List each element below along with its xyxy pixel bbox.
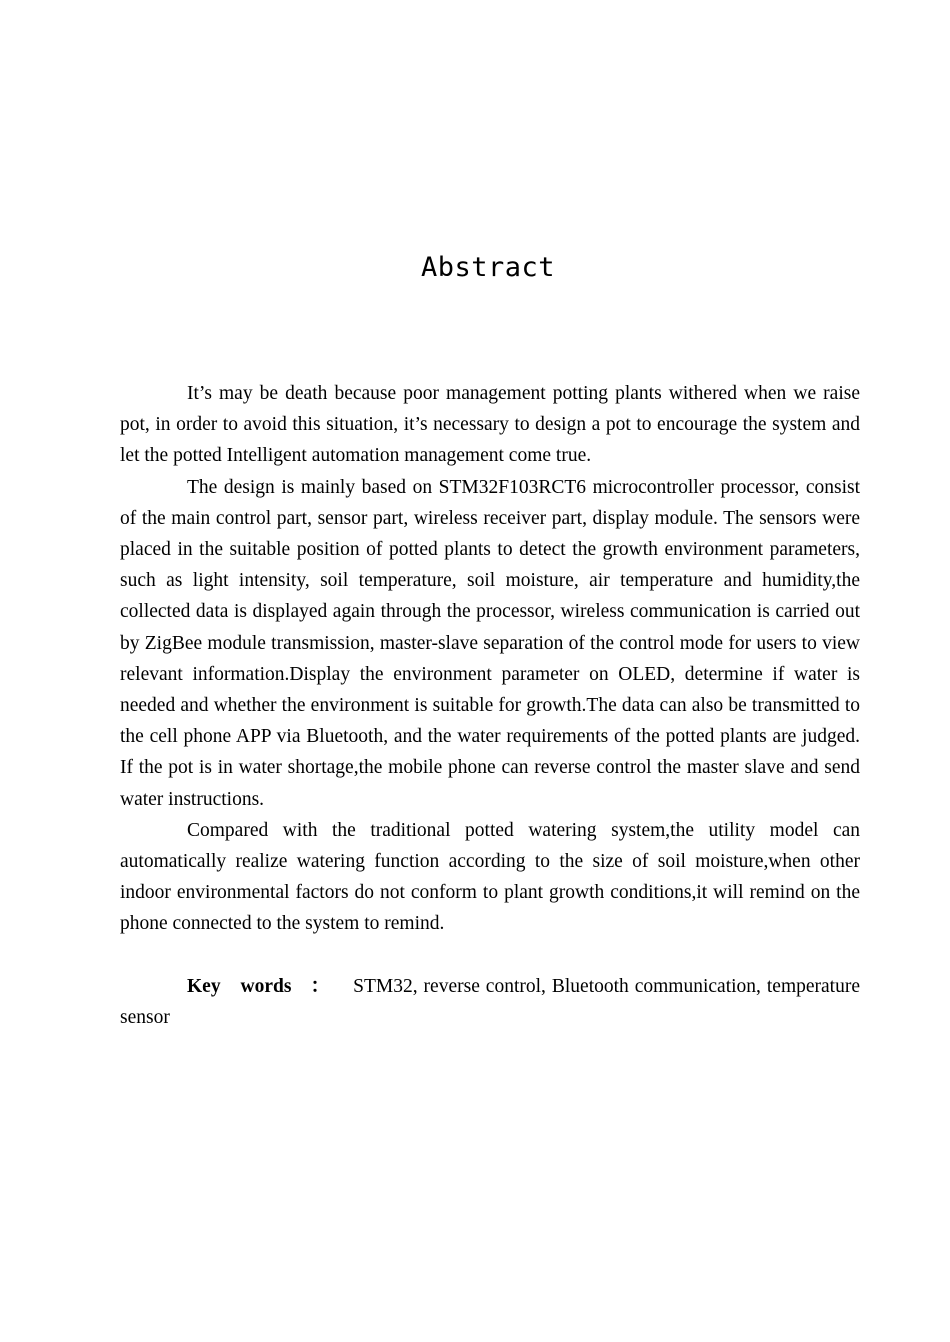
keywords-value: STM32, reverse control, Bluetooth communication, temperature sensor — [120, 975, 860, 1029]
abstract-paragraph-1: It’s may be death because poor management potting plants withered when we raise pot, in order to avoid this situation, it’s necessary to design a pot to encourage the system and let the potted Intelligent automation management come true. — [120, 383, 860, 467]
keywords-label: Key words — [187, 975, 292, 997]
keywords-separator: ： — [309, 975, 332, 997]
abstract-paragraph-2: The design is mainly based on STM32F103RCT6 microcontroller processor, consist of the main control part, sensor part, wireless receiver part, display module. The sensors were placed in the suitable position of potted plants to detect the growth environment parameters, such as light intensity, soil temperature, soil moisture, air temperature and humidity,the collected data is displayed again through the processor, wireless communication is carried out by ZigBee module transmission, master-slave separation of the control mode for users to view relevant information.Display the environment parameter on OLED, determine if water is needed and whether the environment is suitable for growth.The data can also be transmitted to the cell phone APP via Bluetooth, and the water requirements of the potted plants are judged. If the pot is in water shortage,the mobile phone can reverse control the master slave and send water instructions. — [120, 476, 860, 810]
abstract-title: Abstract — [420, 252, 556, 283]
abstract-paragraph-3: Compared with the traditional potted watering system,the utility model can automatically realize watering function according to the size of soil moisture,when other indoor environmental factors do not conform to plant growth conditions,it will remind on the phone connected to the system to remind. — [120, 819, 860, 935]
abstract-body — [120, 378, 860, 1033]
keywords-line — [120, 971, 860, 1033]
